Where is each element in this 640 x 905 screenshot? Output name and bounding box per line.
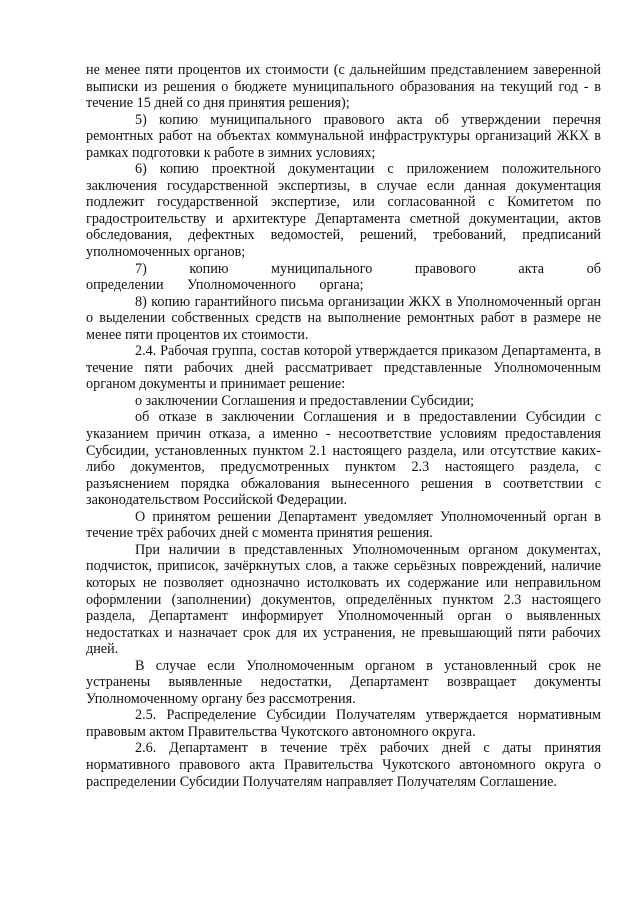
paragraph-item-8: 8) копию гарантийного письма организации ЖКХ в Уполномоченный орган о выделении собственных средств на выполнение ремонтных работ в размере не менее пяти процентов их стоимости.	[86, 293, 601, 343]
paragraph-item-5: 5) копию муниципального правового акта об утверждении перечня ремонтных работ на объектах коммунальной инфраструктуры организаций ЖКХ в рамках подготовки к работе в зимних условиях;	[86, 111, 601, 161]
paragraph-deficiencies: При наличии в представленных Уполномоченным органом документах, подчисток, приписок, зачёркнутых слов, а также серьёзных повреждений, наличие которых не позволяет однозначно истолковать их содержание или неправильном оформлении (заполнении) документов, определённых пунктом 2.3 настоящего раздела, Департамент информирует Уполномоченный орган о выявленных недостатках и назначает срок для их устранения, не превышающий пяти рабочих дней.	[86, 541, 601, 658]
paragraph-section-2-6: 2.6. Департамент в течение трёх рабочих дней с даты принятия нормативного правового акта Правительства Чукотского автономного округа о распределении Субсидии Получателям направляет Получателям Соглашение.	[86, 740, 601, 790]
paragraph-item-7: 7) копию муниципального правового акта об определении Уполномоченного органа;	[86, 260, 601, 294]
paragraph-continuation: не менее пяти процентов их стоимости (с дальнейшим представлением заверенной выписки из решения о бюджете муниципального образования на текущий год - в течение 15 дней со дня принятия решения);	[86, 62, 601, 112]
paragraph-return-documents: В случае если Уполномоченным органом в установленный срок не устранены выявленные недостатки, Департамент возвращает документы Уполномоченному органу без рассмотрения.	[86, 657, 601, 707]
paragraph-notification: О принятом решении Департамент уведомляет Уполномоченный орган в течение трёх рабочих дней с момента принятия решения.	[86, 508, 601, 542]
paragraph-item-6: 6) копию проектной документации с приложением положительного заключения государственной экспертизы, в случае если данная документация подлежит государственной экспертизе, или согласованной с Комитетом по градостроительству и архитектуре Департамента сметной документации, актов обследования, дефектных ведомостей, решений, требований, предписаний уполномоченных органов;	[86, 161, 601, 261]
document-page	[86, 62, 601, 790]
paragraph-section-2-5: 2.5. Распределение Субсидии Получателям утверждается нормативным правовым актом Правительства Чукотского автономного округа.	[86, 707, 601, 740]
paragraph-decision-agreement: о заключении Соглашения и предоставлении Субсидии;	[135, 392, 475, 409]
paragraph-decision-refusal: об отказе в заключении Соглашения и в предоставлении Субсидии с указанием причин отказа, а именно - несоответствие условиям предоставления Субсидии, установленных пунктом 2.1 настоящего раздела, или отсутствие каких-либо документов, предусмотренных пунктом 2.3 настоящего раздела, с разъяснением порядка обжалования вынесенного решения в соответствии с законодательством Российской Федерации.	[86, 409, 601, 509]
paragraph-section-2-4: 2.4. Рабочая группа, состав которой утверждается приказом Департамента, в течение пяти рабочих дней рассматривает представленные Уполномоченным органом документы и принимает решение:	[86, 343, 601, 393]
